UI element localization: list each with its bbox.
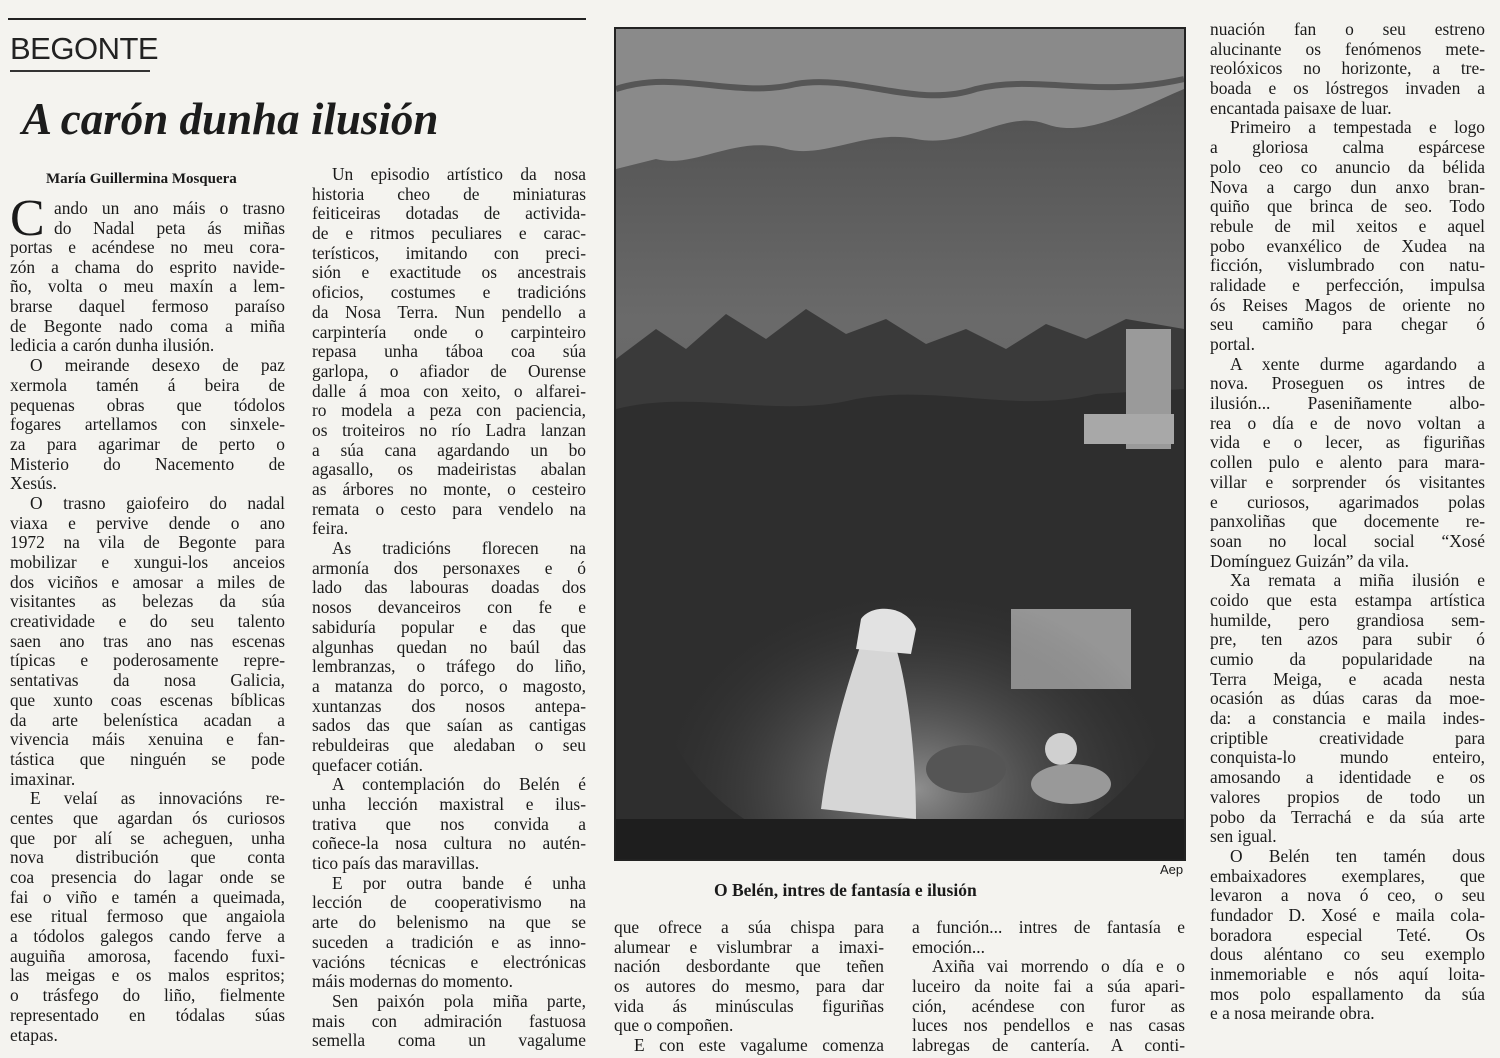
- text-line: carpintería onde o carpinteiro: [312, 322, 586, 342]
- text-line: encantada paisaxe de luar.: [1210, 98, 1392, 118]
- text-line: agasallo, os madeiristas abalan: [312, 460, 586, 480]
- text-line: da Nosa Terra. Nun pendello a: [312, 302, 586, 322]
- byline: María Guillermina Mosquera: [46, 171, 237, 187]
- text-line: garlopa, o afiador de Ourense: [312, 361, 586, 381]
- text-line: coñece-la nosa cultura no autén-: [312, 834, 586, 854]
- text-line: dos viciños e amosar a miles de: [10, 572, 285, 592]
- text-line: ledicia a carón dunha ilusión.: [10, 336, 215, 356]
- text-line: nuación fan o seu estreno: [1210, 20, 1485, 39]
- text-line: Domínguez Guizán” da vila.: [1210, 551, 1409, 571]
- text-line: E velaí as innovacións re-: [30, 789, 285, 809]
- text-line: ese ritual fermoso que angaiola: [10, 907, 285, 927]
- text-line: A xente durme agardando a: [1230, 354, 1485, 374]
- section-label: BEGONTE: [10, 31, 159, 66]
- text-line: ficción, vislumbrado con natu-: [1210, 256, 1485, 276]
- text-line: E por outra bande é unha: [332, 873, 586, 893]
- text-line: xuntanzas dos nosos antepa-: [312, 696, 586, 716]
- text-line: pequenas obras que tódolos: [10, 395, 285, 415]
- text-line: lección de cooperativismo na: [312, 893, 586, 913]
- text-line: saen ano tras ano nas escenas: [10, 631, 285, 651]
- text-line: remata o cesto para vendelo na: [312, 499, 586, 519]
- text-line: imaxinar.: [10, 769, 76, 789]
- text-line: criptible creatividade para: [1210, 728, 1485, 748]
- text-line: za para agarimar de perto o: [10, 434, 285, 454]
- text-line: labregas de cantería. A conti-: [912, 1036, 1185, 1056]
- article-column-4: [912, 918, 1185, 1056]
- text-line: rebule de mil xeitos e aquel: [1210, 216, 1485, 236]
- text-line: viaxa e pervive dende o ano: [10, 513, 285, 533]
- text-line: las meigas e os malos espritos;: [10, 966, 285, 986]
- text-line: O trasno gaiofeiro do nadal: [30, 493, 285, 513]
- text-line: de e ritmos peculiares e carac-: [312, 224, 586, 244]
- text-line: reolóxicos no horizonte, a tre-: [1210, 59, 1485, 79]
- text-line: ocasión as dúas caras da moe-: [1210, 689, 1485, 709]
- drop-cap: C: [10, 190, 45, 247]
- text-line: arte do belenismo na que se: [312, 913, 586, 933]
- text-line: lado das labouras doadas dos: [312, 578, 586, 598]
- article-column-1-body: [10, 238, 285, 1045]
- text-line: As tradicións florecen na: [332, 539, 586, 559]
- text-line: portas e acéndese no meu cora-: [10, 238, 285, 257]
- text-line: centes que agardan ós curiosos: [10, 808, 285, 828]
- headline: A carón dunha ilusión: [22, 94, 439, 144]
- photo-credit: Aep: [1160, 862, 1184, 877]
- text-line: boada e os lóstregos invaden a: [1210, 79, 1485, 99]
- text-line: E con este vagalume comenza: [634, 1036, 884, 1056]
- text-line: que ofrece a súa chispa para: [614, 918, 884, 937]
- text-line: da arte belenística acadan a: [10, 710, 285, 730]
- text-line: levaron a nova ó ceo, o seu: [1210, 886, 1485, 906]
- text-line: que por alí se acheguen, unha: [10, 828, 285, 848]
- text-line: e a nosa meirande obra.: [1210, 1004, 1375, 1024]
- text-line: a tódolos galegos cando ferve a: [10, 927, 285, 947]
- text-line: a súa cana agardando un bo: [312, 440, 586, 460]
- text-line: coa presencia do lagar onde se: [10, 868, 285, 887]
- text-line: de Begonte nado coma a miña: [10, 316, 285, 336]
- text-line: mais con admiración fastuosa: [312, 1011, 586, 1031]
- text-line: collen pulo e alento para mara-: [1210, 453, 1485, 473]
- text-line: nova distribución que conta: [10, 848, 285, 868]
- text-line: coido que esta estampa artística: [1210, 590, 1485, 610]
- text-line: mobilizar e xungui-los anceios: [10, 553, 285, 572]
- text-line: Xesús.: [10, 474, 57, 494]
- text-line: armonía dos personaxes e ó: [312, 558, 586, 578]
- text-line: representado en tódalas súas: [10, 1005, 285, 1025]
- text-line: tástica que ninguén se pode: [10, 749, 285, 769]
- text-line: soan no local social “Xosé: [1210, 531, 1485, 551]
- text-line: cumio da popularidade na: [1210, 650, 1485, 669]
- text-line: semella coma un vagalume: [312, 1031, 586, 1051]
- text-line: creatividade e do seu talento: [10, 612, 285, 632]
- text-line: Sen paixón pola miña parte,: [332, 991, 586, 1011]
- text-line: portal.: [1210, 335, 1255, 354]
- photo-caption: O Belén, intres de fantasía e ilusión: [714, 880, 977, 900]
- text-line: humilde, pero grandiosa sem-: [1210, 610, 1485, 630]
- text-line: ño, volta o meu maxín a lem-: [10, 277, 285, 297]
- text-line: ilusión... Paseniñamente albo-: [1210, 394, 1485, 414]
- text-line: embaixadores exemplares, que: [1210, 866, 1485, 886]
- text-line: polo ceo co anuncio da bélida: [1210, 157, 1485, 177]
- text-line: algunhas quedan no baúl das: [312, 637, 586, 657]
- nativity-scene-image: [616, 29, 1184, 859]
- text-line: trativa que nos convida a: [312, 814, 586, 834]
- text-line: pobo evanxélico de Xudea na: [1210, 236, 1485, 256]
- text-line: feira.: [312, 519, 349, 539]
- text-line: amosando a identidade e os: [1210, 768, 1485, 788]
- text-line: vida e o lecer, as figuriñas: [1210, 433, 1485, 453]
- text-line: etapas.: [10, 1025, 58, 1045]
- text-line: luces nos pendellos e nas casas: [912, 1016, 1185, 1036]
- text-line: inmemoriable e nós aquí loita-: [1210, 965, 1485, 984]
- section-underline: [10, 70, 150, 72]
- text-line: terísticos, imitando con preci-: [312, 243, 586, 263]
- text-line: sión e exactitude os ancestrais: [312, 263, 586, 283]
- text-line: alucinante os fenómenos mete-: [1210, 39, 1485, 59]
- text-line: ralidade e perfección, impulsa: [1210, 275, 1485, 295]
- text-line: O Belén ten tamén dous: [1230, 846, 1485, 866]
- text-line: mos polo espallamento da súa: [1210, 984, 1485, 1004]
- text-line: sentativas da nosa Galicia,: [10, 671, 285, 691]
- text-line: nación desbordante que teñen: [614, 957, 884, 977]
- text-line: luceiro da noite fai a súa apari-: [912, 977, 1185, 997]
- text-line: que o compoñen.: [614, 1016, 734, 1036]
- text-line: oficios, costumes e tradicións: [312, 283, 586, 303]
- text-line: vivencia máis xenuina e fan-: [10, 730, 285, 750]
- text-line: e curiosos, agarimados polas: [1210, 492, 1485, 512]
- text-line: quiño que brinca de seo. Todo: [1210, 197, 1485, 217]
- article-column-3: [614, 918, 884, 1056]
- text-line: dous aléntano co seu exemplo: [1210, 945, 1485, 965]
- text-line: as árbores no monte, o cesteiro: [312, 480, 586, 499]
- text-line: Nova a cargo dun anxo bran-: [1210, 177, 1485, 197]
- text-line: fai o viño e tamén a queimada,: [10, 887, 285, 907]
- text-line: quefacer cotián.: [312, 755, 424, 775]
- text-line: brarse daquel fermoso paraíso: [10, 297, 285, 317]
- text-line: fogares artellamos con sinxele-: [10, 415, 285, 435]
- text-line: visitantes as belezas da súa: [10, 592, 285, 612]
- text-line: típicas e poderosamente repre-: [10, 651, 285, 671]
- text-line: ós Reises Magos de oriente no: [1210, 295, 1485, 315]
- text-line: unha lección maxistral e ilus-: [312, 795, 586, 814]
- text-line: Terra Meiga, e acada nesta: [1210, 669, 1485, 689]
- text-line: dalle á moa con xeito, o alfarei-: [312, 381, 586, 401]
- article-column-1: [54, 199, 285, 238]
- text-line: rea o día e de novo voltan a: [1210, 413, 1485, 433]
- text-line: seu camiño para chegar ó: [1210, 315, 1485, 335]
- text-line: Misterio do Nacemento de: [10, 454, 285, 474]
- text-line: villar e sorprender ós visitantes: [1210, 472, 1485, 492]
- text-line: xermola tamén á beira de: [10, 375, 285, 395]
- article-column-5: [1210, 20, 1485, 1024]
- text-line: valores propios de todo un: [1210, 787, 1485, 807]
- text-line: os troiteiros no río Ladra lanzan: [312, 420, 586, 440]
- text-line: tico país das maravillas.: [312, 854, 480, 874]
- text-line: a matanza do porco, o magosto,: [312, 676, 586, 696]
- text-line: a gloriosa calma espárcese: [1210, 138, 1485, 158]
- text-line: repasa unha táboa coa súa: [312, 342, 586, 362]
- top-rule: [8, 18, 586, 20]
- text-line: os autores do mesmo, para dar: [614, 977, 884, 997]
- text-line: alumear e vislumbrar a imaxi-: [614, 937, 884, 957]
- text-line: Xa remata a miña ilusión e: [1230, 571, 1485, 591]
- text-line: panxoliñas que docemente re-: [1210, 512, 1485, 532]
- text-line: sabiduría popular e das que: [312, 617, 586, 637]
- text-line: O meirande desexo de paz: [30, 356, 285, 376]
- text-line: lembranzas, o tráfego do liño,: [312, 657, 586, 677]
- text-line: Primeiro a tempestada e logo: [1230, 118, 1485, 138]
- text-line: ción, acéndese con furor as: [912, 996, 1185, 1016]
- text-line: pobo da Terrachá e da súa arte: [1210, 807, 1485, 827]
- text-line: fundador D. Xosé e maila cola-: [1210, 905, 1485, 925]
- text-line: pre, ten azos para subir ó: [1210, 630, 1485, 650]
- text-line: nova. Proseguen os intres de: [1210, 374, 1485, 394]
- text-line: A contemplación do Belén é: [332, 775, 586, 795]
- text-line: ro modela a peza con paciencia,: [312, 401, 586, 421]
- text-line: auguiña amorosa, facendo fuxi-: [10, 946, 285, 966]
- text-line: historia cheo de miniaturas: [312, 184, 586, 204]
- text-line: vida ás minúsculas figuriñas: [614, 996, 884, 1016]
- text-line: ando un ano máis o trasno: [54, 199, 285, 218]
- text-line: o trásfego do liño, fielmente: [10, 986, 285, 1006]
- text-line: que xunto coas escenas bíblicas: [10, 690, 285, 710]
- article-column-2: [312, 165, 586, 1051]
- text-line: do Nadal peta ás miñas: [54, 218, 285, 238]
- text-line: suceden a tradición e as inno-: [312, 932, 586, 952]
- text-line: rebuldeiras que aledaban o seu: [312, 735, 586, 755]
- text-line: Un episodio artístico da nosa: [332, 165, 586, 184]
- text-line: emoción...: [912, 937, 985, 957]
- text-line: feiticeiras dotadas de activida-: [312, 204, 586, 224]
- text-line: da: a constancia e maila indes-: [1210, 709, 1485, 729]
- text-line: Axiña vai morrendo o día e o: [932, 957, 1185, 977]
- text-line: sen igual.: [1210, 827, 1277, 847]
- nativity-photo: [614, 27, 1186, 861]
- text-line: sados das que saían as cantigas: [312, 716, 586, 736]
- text-line: nosos devanceiros con fe e: [312, 598, 586, 618]
- text-line: boradora especial Teté. Os: [1210, 925, 1485, 945]
- text-line: vacións técnicas e electrónicas: [312, 952, 586, 972]
- text-line: conquista-lo mundo enteiro,: [1210, 748, 1485, 768]
- text-line: 1972 na vila de Begonte para: [10, 533, 285, 553]
- text-line: máis modernas do momento.: [312, 972, 513, 992]
- text-line: a función... intres de fantasía e: [912, 918, 1185, 937]
- text-line: zón a chama do esprito navide-: [10, 257, 285, 277]
